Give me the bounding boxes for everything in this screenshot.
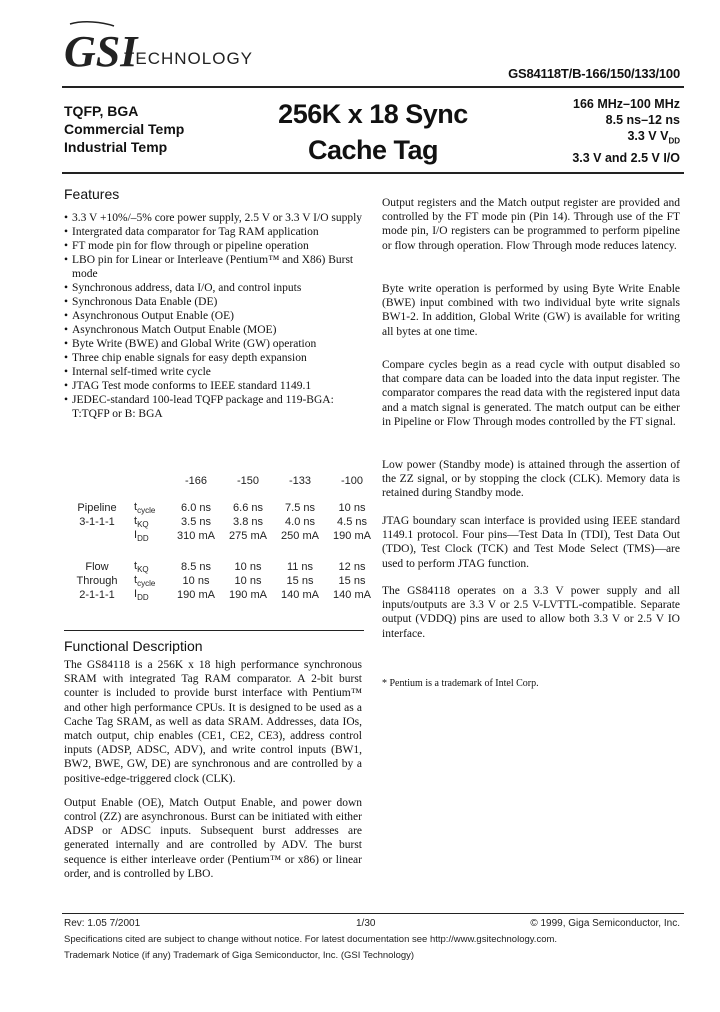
perf-value: 10 ns	[182, 574, 210, 587]
perf-value: 12 ns	[338, 560, 366, 573]
part-number: GS84118T/B-166/150/133/100	[508, 66, 680, 81]
feature-item: • 3.3 V +10%/–5% core power supply, 2.5 V or 3.3 V I/O supply	[64, 211, 364, 225]
feature-item: • Intergrated data comparator for Tag RAM application	[64, 225, 364, 239]
feature-item: • JEDEC-standard 100-lead TQFP package and 119-BGA: T:TQFP or B: BGA	[64, 393, 364, 421]
perf-row-label	[64, 529, 130, 543]
col-166: -166	[184, 474, 208, 487]
title-line-1: 256K x 18 Sync	[278, 99, 468, 129]
functional-para-1: The GS84118 is a 256K x 18 high performance synchronous SRAM with integrated Tag RAM comparator. A 2-bit burst counter is included to provide burst interface with Pentium™ and other high performance CPUs. It is designed to be used as a Cache Tag SRAM, as well as data SRAM. Addresses, data IOs, match output, chip enables (CE1, CE2, CE3), address control inputs (ADSP, ADSC, ADV), and write control inputs (BW1, BW2, BWE, GW, DE) are synchronous and are controlled by a positive-edge-triggered clock (CLK).	[64, 659, 362, 785]
page-title	[258, 96, 488, 168]
perf-value: 4.5 ns	[337, 516, 367, 529]
feature-item: • Synchronous Data Enable (DE)	[64, 295, 364, 309]
perf-value: 4.0 ns	[285, 516, 315, 529]
gsi-logo-graphic	[62, 20, 252, 72]
perf-value: 10 ns	[338, 502, 366, 515]
perf-value: 310 mA	[177, 530, 215, 543]
spec-vdd: 3.3 V $V_{DD}$	[627, 129, 680, 146]
functional-heading: Functional Description	[64, 638, 203, 654]
perf-value: 275 mA	[229, 530, 267, 543]
features-heading: Features	[64, 186, 120, 202]
col-133: -133	[288, 474, 312, 487]
footer-page: 1/30	[356, 918, 376, 929]
feature-item: • FT mode pin for flow through or pipeline operation	[64, 239, 364, 253]
right-para-5: JTAG boundary scan interface is provided using IEEE standard 1149.1 protocol. Four pins—Test Data In (TDI), Test Data Out (TDO), Test Clock (TCK) and Test Mode Select (TMS)—are used to perform JTAG function.	[382, 515, 680, 570]
perf-value: 190 mA	[177, 589, 215, 602]
perf-row	[64, 515, 378, 529]
feature-item: • Asynchronous Output Enable (OE)	[64, 309, 364, 323]
functional-description	[64, 658, 362, 881]
features-list	[64, 211, 364, 421]
footer-trademark: Trademark Notice (if any) Trademark of Giga Semiconductor, Inc. (GSI Technology)	[64, 950, 415, 961]
perf-row-label: 2-1-1-1	[79, 589, 115, 602]
perf-value: 8.5 ns	[181, 560, 211, 573]
perf-param: $t_{KQ}$	[134, 515, 149, 530]
perf-param: $I_{DD}$	[134, 529, 149, 544]
footer-rev: Rev: 1.05 7/2001	[64, 918, 141, 929]
perf-row-label: Through	[76, 574, 118, 587]
perf-value: 10 ns	[234, 560, 262, 573]
perf-row	[64, 560, 378, 574]
svg-text:GSI: GSI	[64, 27, 138, 72]
perf-row-label: Pipeline	[77, 502, 117, 515]
perf-value: 3.5 ns	[181, 516, 211, 529]
perf-row	[64, 529, 378, 543]
perf-value: 140 mA	[281, 589, 319, 602]
right-para-1: Output registers and the Match output register are provided and controlled by the FT mode pin (Pin 14). Through use of the FT mode pin, I/O registers can be programmed to perform pipeline or flow through operation. Flow Through mode reduces latency.	[382, 197, 680, 252]
right-para-3: Compare cycles begin as a read cycle with output disabled so that compare data can be loaded into the data input register. The comparator compares the read data with the registered input data and a match signal is generated. The match output can be either in Pipeline or Flow Through modes controlled by the FT signal.	[382, 359, 680, 428]
gsi-technology-logo	[62, 20, 252, 72]
perf-row-label: 3-1-1-1	[79, 516, 115, 529]
col-100: -100	[340, 474, 364, 487]
perf-value: 3.8 ns	[233, 516, 263, 529]
feature-item: • Byte Write (BWE) and Global Write (GW) operation	[64, 337, 364, 351]
perf-value: 10 ns	[234, 574, 262, 587]
col-150: -150	[236, 474, 260, 487]
feature-item: • Internal self-timed write cycle	[64, 365, 364, 379]
perf-param: $t_{cycle}$	[134, 573, 156, 588]
perf-value: 15 ns	[338, 574, 366, 587]
perf-value: 6.6 ns	[233, 502, 263, 515]
spec-frequency: 166 MHz–100 MHz	[573, 97, 680, 111]
footer-rule	[62, 913, 684, 914]
perf-value: 140 mA	[333, 589, 371, 602]
perf-row-label: Flow	[85, 560, 109, 573]
package-info	[64, 102, 184, 156]
perf-value: 190 mA	[229, 589, 267, 602]
spec-vio: 3.3 V and 2.5 V I/O	[572, 150, 680, 165]
temp-commercial: Commercial Temp	[64, 121, 185, 137]
perf-header-row	[64, 474, 378, 487]
right-para-4: Low power (Standby mode) is attained through the assertion of the ZZ signal, or by stopping the clock (CLK). Memory data is retained during Standby mode.	[382, 459, 680, 500]
feature-item: • Asynchronous Match Output Enable (MOE)	[64, 323, 364, 337]
temp-industrial: Industrial Temp	[64, 139, 168, 155]
spec-summary	[572, 96, 680, 166]
spec-access-time: 8.5 ns–12 ns	[605, 113, 680, 127]
title-line-2: Cache Tag	[307, 135, 439, 165]
feature-item: • Synchronous address, data I/O, and control inputs	[64, 281, 364, 295]
right-para-6: The GS84118 operates on a 3.3 V power supply and all inputs/outputs are 3.3 V or 2.5 V-LVTTL-compatible. Separate output (VDDQ) pins are used to allow both 3.3 V or 2.5 V IO interface.	[382, 585, 680, 640]
svg-text:TECHNOLOGY: TECHNOLOGY	[124, 49, 252, 68]
right-para-2: Byte write operation is performed by using Byte Write Enable (BWE) input combined with two individual byte write signals BW1-2. In addition, Global Write (GW) is available for writing all bytes at one time.	[382, 283, 680, 338]
footer-notice: Specifications cited are subject to change without notice. For latest documentation see http://www.gsitechnology.com.	[64, 934, 558, 945]
perf-row	[64, 588, 378, 602]
perf-value: 250 mA	[281, 530, 319, 543]
functional-para-2: Output Enable (OE), Match Output Enable, and power down control (ZZ) are asynchronous. Burst can be initiated with either ADSP or ADSC inputs. Subsequent burst addresses are generated internally and are controlled by ADV. The burst sequence is either interleave order (Pentium™ or x86) or linear order, and is controlled by LBO.	[64, 796, 362, 880]
performance-table	[64, 474, 378, 602]
perf-value: 6.0 ns	[181, 502, 211, 515]
section-rule	[64, 630, 364, 631]
packages: TQFP, BGA	[64, 103, 139, 119]
perf-value: 11 ns	[286, 560, 314, 573]
feature-item: • JTAG Test mode conforms to IEEE standard 1149.1	[64, 379, 364, 393]
perf-param: $t_{KQ}$	[134, 559, 149, 574]
feature-item: • Three chip enable signals for easy depth expansion	[64, 351, 364, 365]
footnote: * Pentium is a trademark of Intel Corp.	[382, 678, 539, 689]
perf-row	[64, 574, 378, 588]
header-rule	[62, 86, 684, 88]
feature-item: • LBO pin for Linear or Interleave (Pentium™ and X86) Burst mode	[64, 253, 364, 281]
perf-param: $I_{DD}$	[134, 587, 149, 603]
perf-value: 7.5 ns	[285, 502, 315, 515]
perf-value: 190 mA	[333, 530, 371, 543]
perf-param: $t_{cycle}$	[134, 501, 156, 516]
title-rule	[62, 172, 684, 174]
perf-value: 15 ns	[286, 574, 314, 587]
footer-copyright: © 1999, Giga Semiconductor, Inc.	[530, 918, 680, 929]
perf-row	[64, 501, 378, 515]
